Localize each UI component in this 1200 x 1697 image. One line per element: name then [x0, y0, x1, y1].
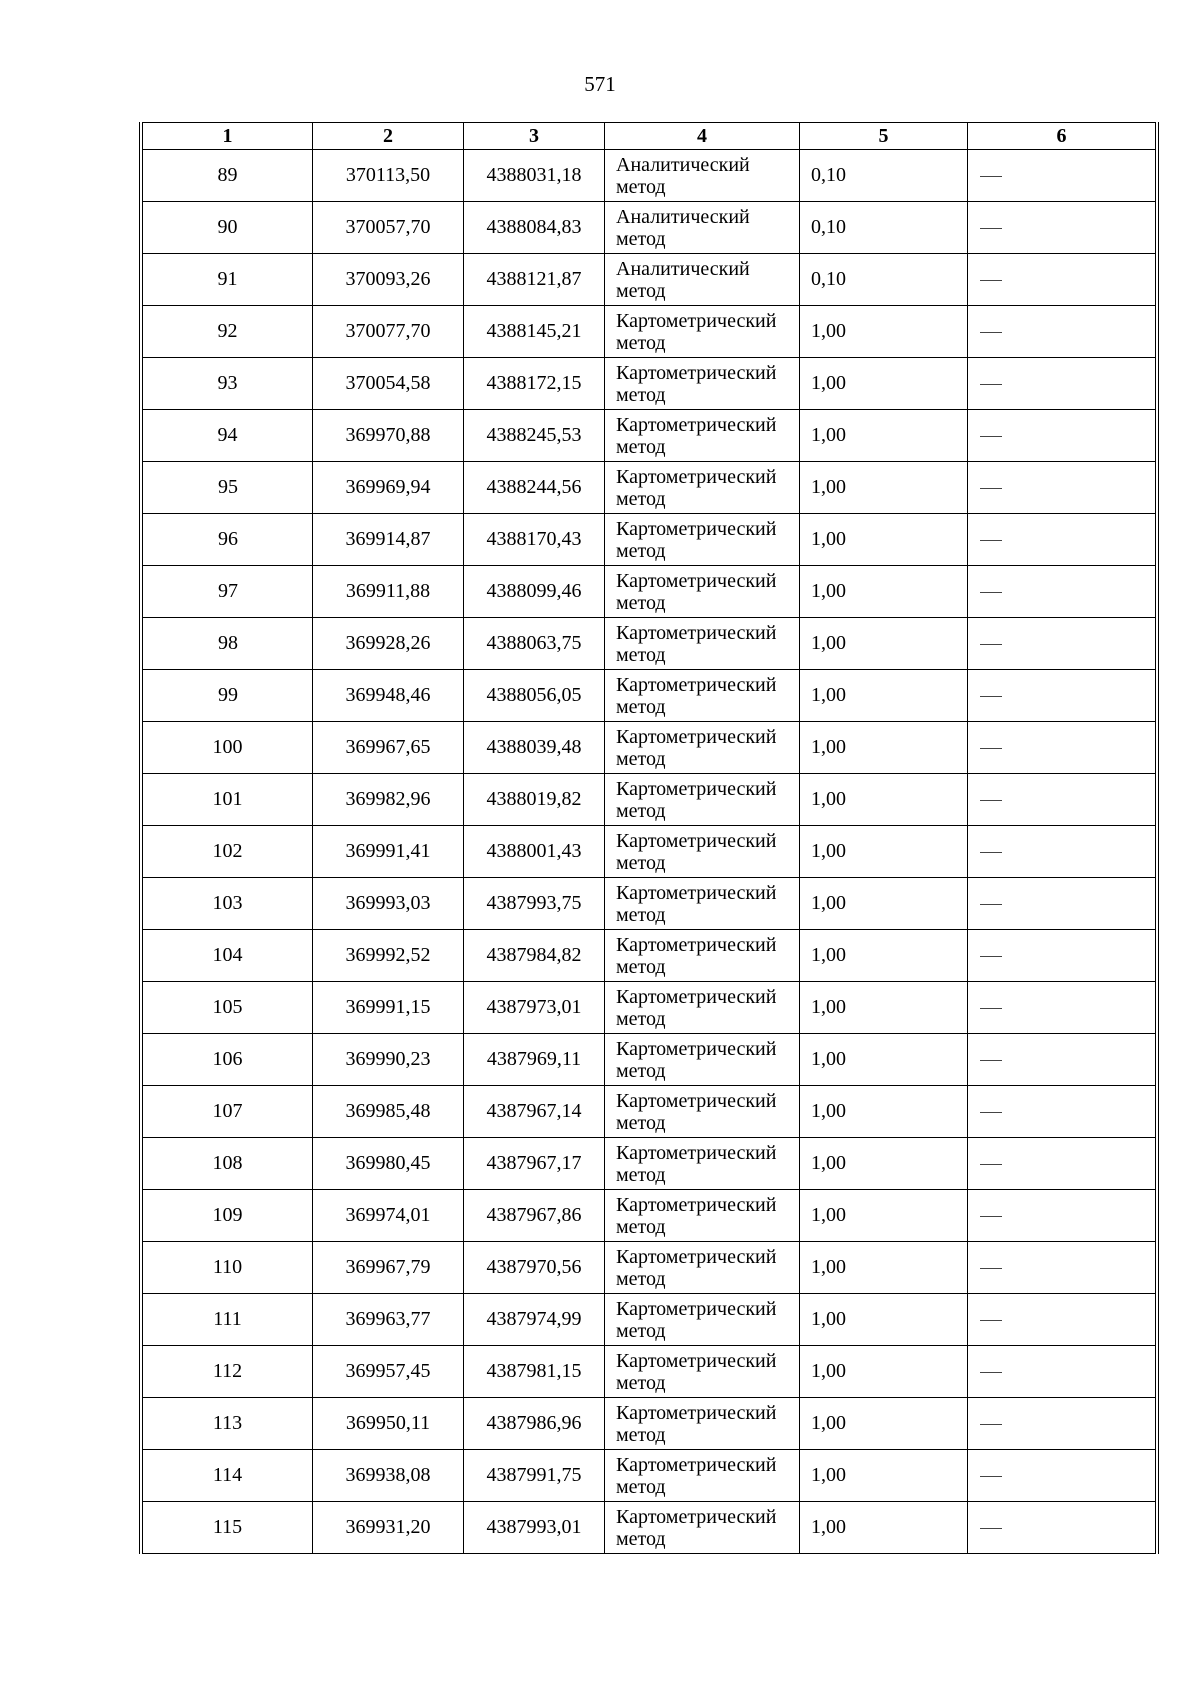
note-cell [968, 878, 1156, 930]
coordinate-y-cell: 4388099,46 [464, 566, 605, 618]
note-cell [968, 410, 1156, 462]
table-row [143, 1398, 1156, 1450]
method-cell: Картометрический метод [605, 1190, 800, 1242]
em-dash [980, 592, 1002, 593]
coordinate-x-cell: 369992,52 [313, 930, 464, 982]
em-dash [980, 1112, 1002, 1113]
em-dash [980, 852, 1002, 853]
em-dash [980, 1268, 1002, 1269]
point-number-cell: 109 [143, 1190, 313, 1242]
note-cell [968, 930, 1156, 982]
coordinate-x-cell: 369990,23 [313, 1034, 464, 1086]
accuracy-cell: 1,00 [800, 1346, 968, 1398]
note-cell [968, 1294, 1156, 1346]
em-dash [980, 1476, 1002, 1477]
method-cell: Картометрический метод [605, 930, 800, 982]
method-cell: Картометрический метод [605, 462, 800, 514]
em-dash [980, 280, 1002, 281]
method-cell: Картометрический метод [605, 1398, 800, 1450]
accuracy-cell: 1,00 [800, 566, 968, 618]
accuracy-cell: 1,00 [800, 878, 968, 930]
point-number-cell: 107 [143, 1086, 313, 1138]
column-header-6: 6 [968, 123, 1156, 150]
point-number-cell: 110 [143, 1242, 313, 1294]
method-cell: Картометрический метод [605, 1502, 800, 1554]
column-header-3: 3 [464, 123, 605, 150]
accuracy-cell: 1,00 [800, 1398, 968, 1450]
accuracy-cell: 1,00 [800, 1086, 968, 1138]
note-cell [968, 1086, 1156, 1138]
coordinate-y-cell: 4388172,15 [464, 358, 605, 410]
accuracy-cell: 1,00 [800, 930, 968, 982]
point-number-cell: 111 [143, 1294, 313, 1346]
accuracy-cell: 1,00 [800, 1242, 968, 1294]
point-number-cell: 114 [143, 1450, 313, 1502]
method-cell: Картометрический метод [605, 1346, 800, 1398]
accuracy-cell: 1,00 [800, 1138, 968, 1190]
point-number-cell: 95 [143, 462, 313, 514]
accuracy-cell: 1,00 [800, 358, 968, 410]
coordinate-y-cell: 4388063,75 [464, 618, 605, 670]
coordinate-y-cell: 4388121,87 [464, 254, 605, 306]
table-row [143, 462, 1156, 514]
coordinate-x-cell: 369991,41 [313, 826, 464, 878]
accuracy-cell: 1,00 [800, 670, 968, 722]
coordinate-x-cell: 369957,45 [313, 1346, 464, 1398]
accuracy-cell: 1,00 [800, 410, 968, 462]
accuracy-cell: 1,00 [800, 306, 968, 358]
point-number-cell: 106 [143, 1034, 313, 1086]
note-cell [968, 1502, 1156, 1554]
accuracy-cell: 0,10 [800, 254, 968, 306]
point-number-cell: 90 [143, 202, 313, 254]
table-row [143, 774, 1156, 826]
coordinate-y-cell: 4388019,82 [464, 774, 605, 826]
method-cell: Аналитический метод [605, 254, 800, 306]
table-row [143, 1138, 1156, 1190]
note-cell [968, 1190, 1156, 1242]
table-row [143, 410, 1156, 462]
coordinate-x-cell: 370093,26 [313, 254, 464, 306]
accuracy-cell: 0,10 [800, 202, 968, 254]
table-row [143, 202, 1156, 254]
method-cell: Картометрический метод [605, 1450, 800, 1502]
table-row [143, 1190, 1156, 1242]
em-dash [980, 384, 1002, 385]
accuracy-cell: 1,00 [800, 826, 968, 878]
method-cell: Картометрический метод [605, 1138, 800, 1190]
table-row [143, 618, 1156, 670]
method-cell: Картометрический метод [605, 1242, 800, 1294]
note-cell [968, 1450, 1156, 1502]
method-cell: Картометрический метод [605, 878, 800, 930]
column-header-2: 2 [313, 123, 464, 150]
note-cell [968, 618, 1156, 670]
coordinate-x-cell: 369970,88 [313, 410, 464, 462]
note-cell [968, 774, 1156, 826]
table-row [143, 1450, 1156, 1502]
method-cell: Картометрический метод [605, 358, 800, 410]
point-number-cell: 89 [143, 150, 313, 202]
point-number-cell: 98 [143, 618, 313, 670]
coordinate-y-cell: 4387984,82 [464, 930, 605, 982]
note-cell [968, 254, 1156, 306]
method-cell: Картометрический метод [605, 306, 800, 358]
em-dash [980, 904, 1002, 905]
coordinate-y-cell: 4387993,01 [464, 1502, 605, 1554]
coordinate-y-cell: 4387974,99 [464, 1294, 605, 1346]
coordinate-x-cell: 369993,03 [313, 878, 464, 930]
note-cell [968, 1034, 1156, 1086]
table-row [143, 566, 1156, 618]
table-row [143, 1294, 1156, 1346]
coordinate-x-cell: 369969,94 [313, 462, 464, 514]
coordinate-x-cell: 370077,70 [313, 306, 464, 358]
coordinate-y-cell: 4388244,56 [464, 462, 605, 514]
em-dash [980, 1528, 1002, 1529]
point-number-cell: 115 [143, 1502, 313, 1554]
point-number-cell: 105 [143, 982, 313, 1034]
note-cell [968, 462, 1156, 514]
method-cell: Картометрический метод [605, 774, 800, 826]
em-dash [980, 228, 1002, 229]
point-number-cell: 101 [143, 774, 313, 826]
point-number-cell: 113 [143, 1398, 313, 1450]
table-row [143, 358, 1156, 410]
coordinate-y-cell: 4387970,56 [464, 1242, 605, 1294]
point-number-cell: 112 [143, 1346, 313, 1398]
point-number-cell: 97 [143, 566, 313, 618]
coordinate-y-cell: 4387969,11 [464, 1034, 605, 1086]
method-cell: Картометрический метод [605, 514, 800, 566]
coordinates-table [142, 122, 1156, 1554]
coordinate-y-cell: 4387993,75 [464, 878, 605, 930]
coordinate-x-cell: 369914,87 [313, 514, 464, 566]
table-body [143, 150, 1156, 1554]
em-dash [980, 644, 1002, 645]
coordinate-x-cell: 370057,70 [313, 202, 464, 254]
em-dash [980, 1424, 1002, 1425]
coordinate-y-cell: 4388170,43 [464, 514, 605, 566]
point-number-cell: 100 [143, 722, 313, 774]
accuracy-cell: 1,00 [800, 1502, 968, 1554]
em-dash [980, 696, 1002, 697]
coordinate-y-cell: 4387973,01 [464, 982, 605, 1034]
coordinate-y-cell: 4388039,48 [464, 722, 605, 774]
note-cell [968, 566, 1156, 618]
em-dash [980, 176, 1002, 177]
coordinate-x-cell: 369963,77 [313, 1294, 464, 1346]
method-cell: Картометрический метод [605, 826, 800, 878]
point-number-cell: 108 [143, 1138, 313, 1190]
column-header-1: 1 [143, 123, 313, 150]
method-cell: Картометрический метод [605, 1294, 800, 1346]
em-dash [980, 1216, 1002, 1217]
table-row [143, 1086, 1156, 1138]
note-cell [968, 670, 1156, 722]
em-dash [980, 956, 1002, 957]
coordinate-y-cell: 4388056,05 [464, 670, 605, 722]
em-dash [980, 436, 1002, 437]
note-cell [968, 514, 1156, 566]
accuracy-cell: 1,00 [800, 1294, 968, 1346]
coordinate-x-cell: 369982,96 [313, 774, 464, 826]
point-number-cell: 93 [143, 358, 313, 410]
note-cell [968, 722, 1156, 774]
em-dash [980, 1372, 1002, 1373]
table-row [143, 306, 1156, 358]
coordinate-y-cell: 4388145,21 [464, 306, 605, 358]
table-row [143, 150, 1156, 202]
coordinate-x-cell: 369911,88 [313, 566, 464, 618]
table-row [143, 254, 1156, 306]
point-number-cell: 94 [143, 410, 313, 462]
column-header-5: 5 [800, 123, 968, 150]
method-cell: Картометрический метод [605, 722, 800, 774]
accuracy-cell: 0,10 [800, 150, 968, 202]
coordinate-y-cell: 4388001,43 [464, 826, 605, 878]
em-dash [980, 1320, 1002, 1321]
table-row [143, 514, 1156, 566]
coordinate-x-cell: 369967,79 [313, 1242, 464, 1294]
coordinate-x-cell: 369974,01 [313, 1190, 464, 1242]
note-cell [968, 1346, 1156, 1398]
coordinates-table-frame [139, 122, 1159, 1554]
accuracy-cell: 1,00 [800, 722, 968, 774]
method-cell: Картометрический метод [605, 1086, 800, 1138]
coordinate-x-cell: 369967,65 [313, 722, 464, 774]
coordinate-x-cell: 370054,58 [313, 358, 464, 410]
table-row [143, 670, 1156, 722]
coordinate-y-cell: 4388031,18 [464, 150, 605, 202]
point-number-cell: 91 [143, 254, 313, 306]
accuracy-cell: 1,00 [800, 618, 968, 670]
method-cell: Картометрический метод [605, 410, 800, 462]
point-number-cell: 102 [143, 826, 313, 878]
note-cell [968, 150, 1156, 202]
table-header-row [143, 123, 1156, 150]
coordinate-x-cell: 369938,08 [313, 1450, 464, 1502]
coordinate-y-cell: 4387967,86 [464, 1190, 605, 1242]
table-row [143, 930, 1156, 982]
point-number-cell: 99 [143, 670, 313, 722]
em-dash [980, 332, 1002, 333]
method-cell: Картометрический метод [605, 670, 800, 722]
page-number: 571 [584, 72, 616, 96]
table-row [143, 722, 1156, 774]
em-dash [980, 488, 1002, 489]
note-cell [968, 358, 1156, 410]
coordinate-x-cell: 369985,48 [313, 1086, 464, 1138]
em-dash [980, 1008, 1002, 1009]
table-row [143, 1346, 1156, 1398]
note-cell [968, 982, 1156, 1034]
coordinate-y-cell: 4387967,17 [464, 1138, 605, 1190]
table-row [143, 1502, 1156, 1554]
coordinate-x-cell: 369980,45 [313, 1138, 464, 1190]
accuracy-cell: 1,00 [800, 1450, 968, 1502]
accuracy-cell: 1,00 [800, 774, 968, 826]
point-number-cell: 92 [143, 306, 313, 358]
coordinate-x-cell: 369928,26 [313, 618, 464, 670]
table-row [143, 878, 1156, 930]
em-dash [980, 1164, 1002, 1165]
point-number-cell: 96 [143, 514, 313, 566]
em-dash [980, 540, 1002, 541]
accuracy-cell: 1,00 [800, 1190, 968, 1242]
coordinate-y-cell: 4387991,75 [464, 1450, 605, 1502]
method-cell: Картометрический метод [605, 566, 800, 618]
method-cell: Аналитический метод [605, 202, 800, 254]
method-cell: Картометрический метод [605, 618, 800, 670]
point-number-cell: 104 [143, 930, 313, 982]
accuracy-cell: 1,00 [800, 982, 968, 1034]
column-header-4: 4 [605, 123, 800, 150]
coordinate-x-cell: 369931,20 [313, 1502, 464, 1554]
em-dash [980, 1060, 1002, 1061]
coordinate-x-cell: 370113,50 [313, 150, 464, 202]
coordinate-y-cell: 4388084,83 [464, 202, 605, 254]
note-cell [968, 826, 1156, 878]
accuracy-cell: 1,00 [800, 1034, 968, 1086]
accuracy-cell: 1,00 [800, 462, 968, 514]
coordinate-y-cell: 4388245,53 [464, 410, 605, 462]
coordinate-x-cell: 369948,46 [313, 670, 464, 722]
note-cell [968, 1242, 1156, 1294]
note-cell [968, 306, 1156, 358]
table-row [143, 826, 1156, 878]
table-row [143, 1242, 1156, 1294]
accuracy-cell: 1,00 [800, 514, 968, 566]
em-dash [980, 800, 1002, 801]
method-cell: Аналитический метод [605, 150, 800, 202]
note-cell [968, 202, 1156, 254]
em-dash [980, 748, 1002, 749]
coordinate-y-cell: 4387986,96 [464, 1398, 605, 1450]
coordinate-x-cell: 369950,11 [313, 1398, 464, 1450]
note-cell [968, 1398, 1156, 1450]
coordinate-y-cell: 4387981,15 [464, 1346, 605, 1398]
method-cell: Картометрический метод [605, 982, 800, 1034]
table-row [143, 982, 1156, 1034]
method-cell: Картометрический метод [605, 1034, 800, 1086]
point-number-cell: 103 [143, 878, 313, 930]
table-row [143, 1034, 1156, 1086]
coordinate-y-cell: 4387967,14 [464, 1086, 605, 1138]
note-cell [968, 1138, 1156, 1190]
coordinate-x-cell: 369991,15 [313, 982, 464, 1034]
